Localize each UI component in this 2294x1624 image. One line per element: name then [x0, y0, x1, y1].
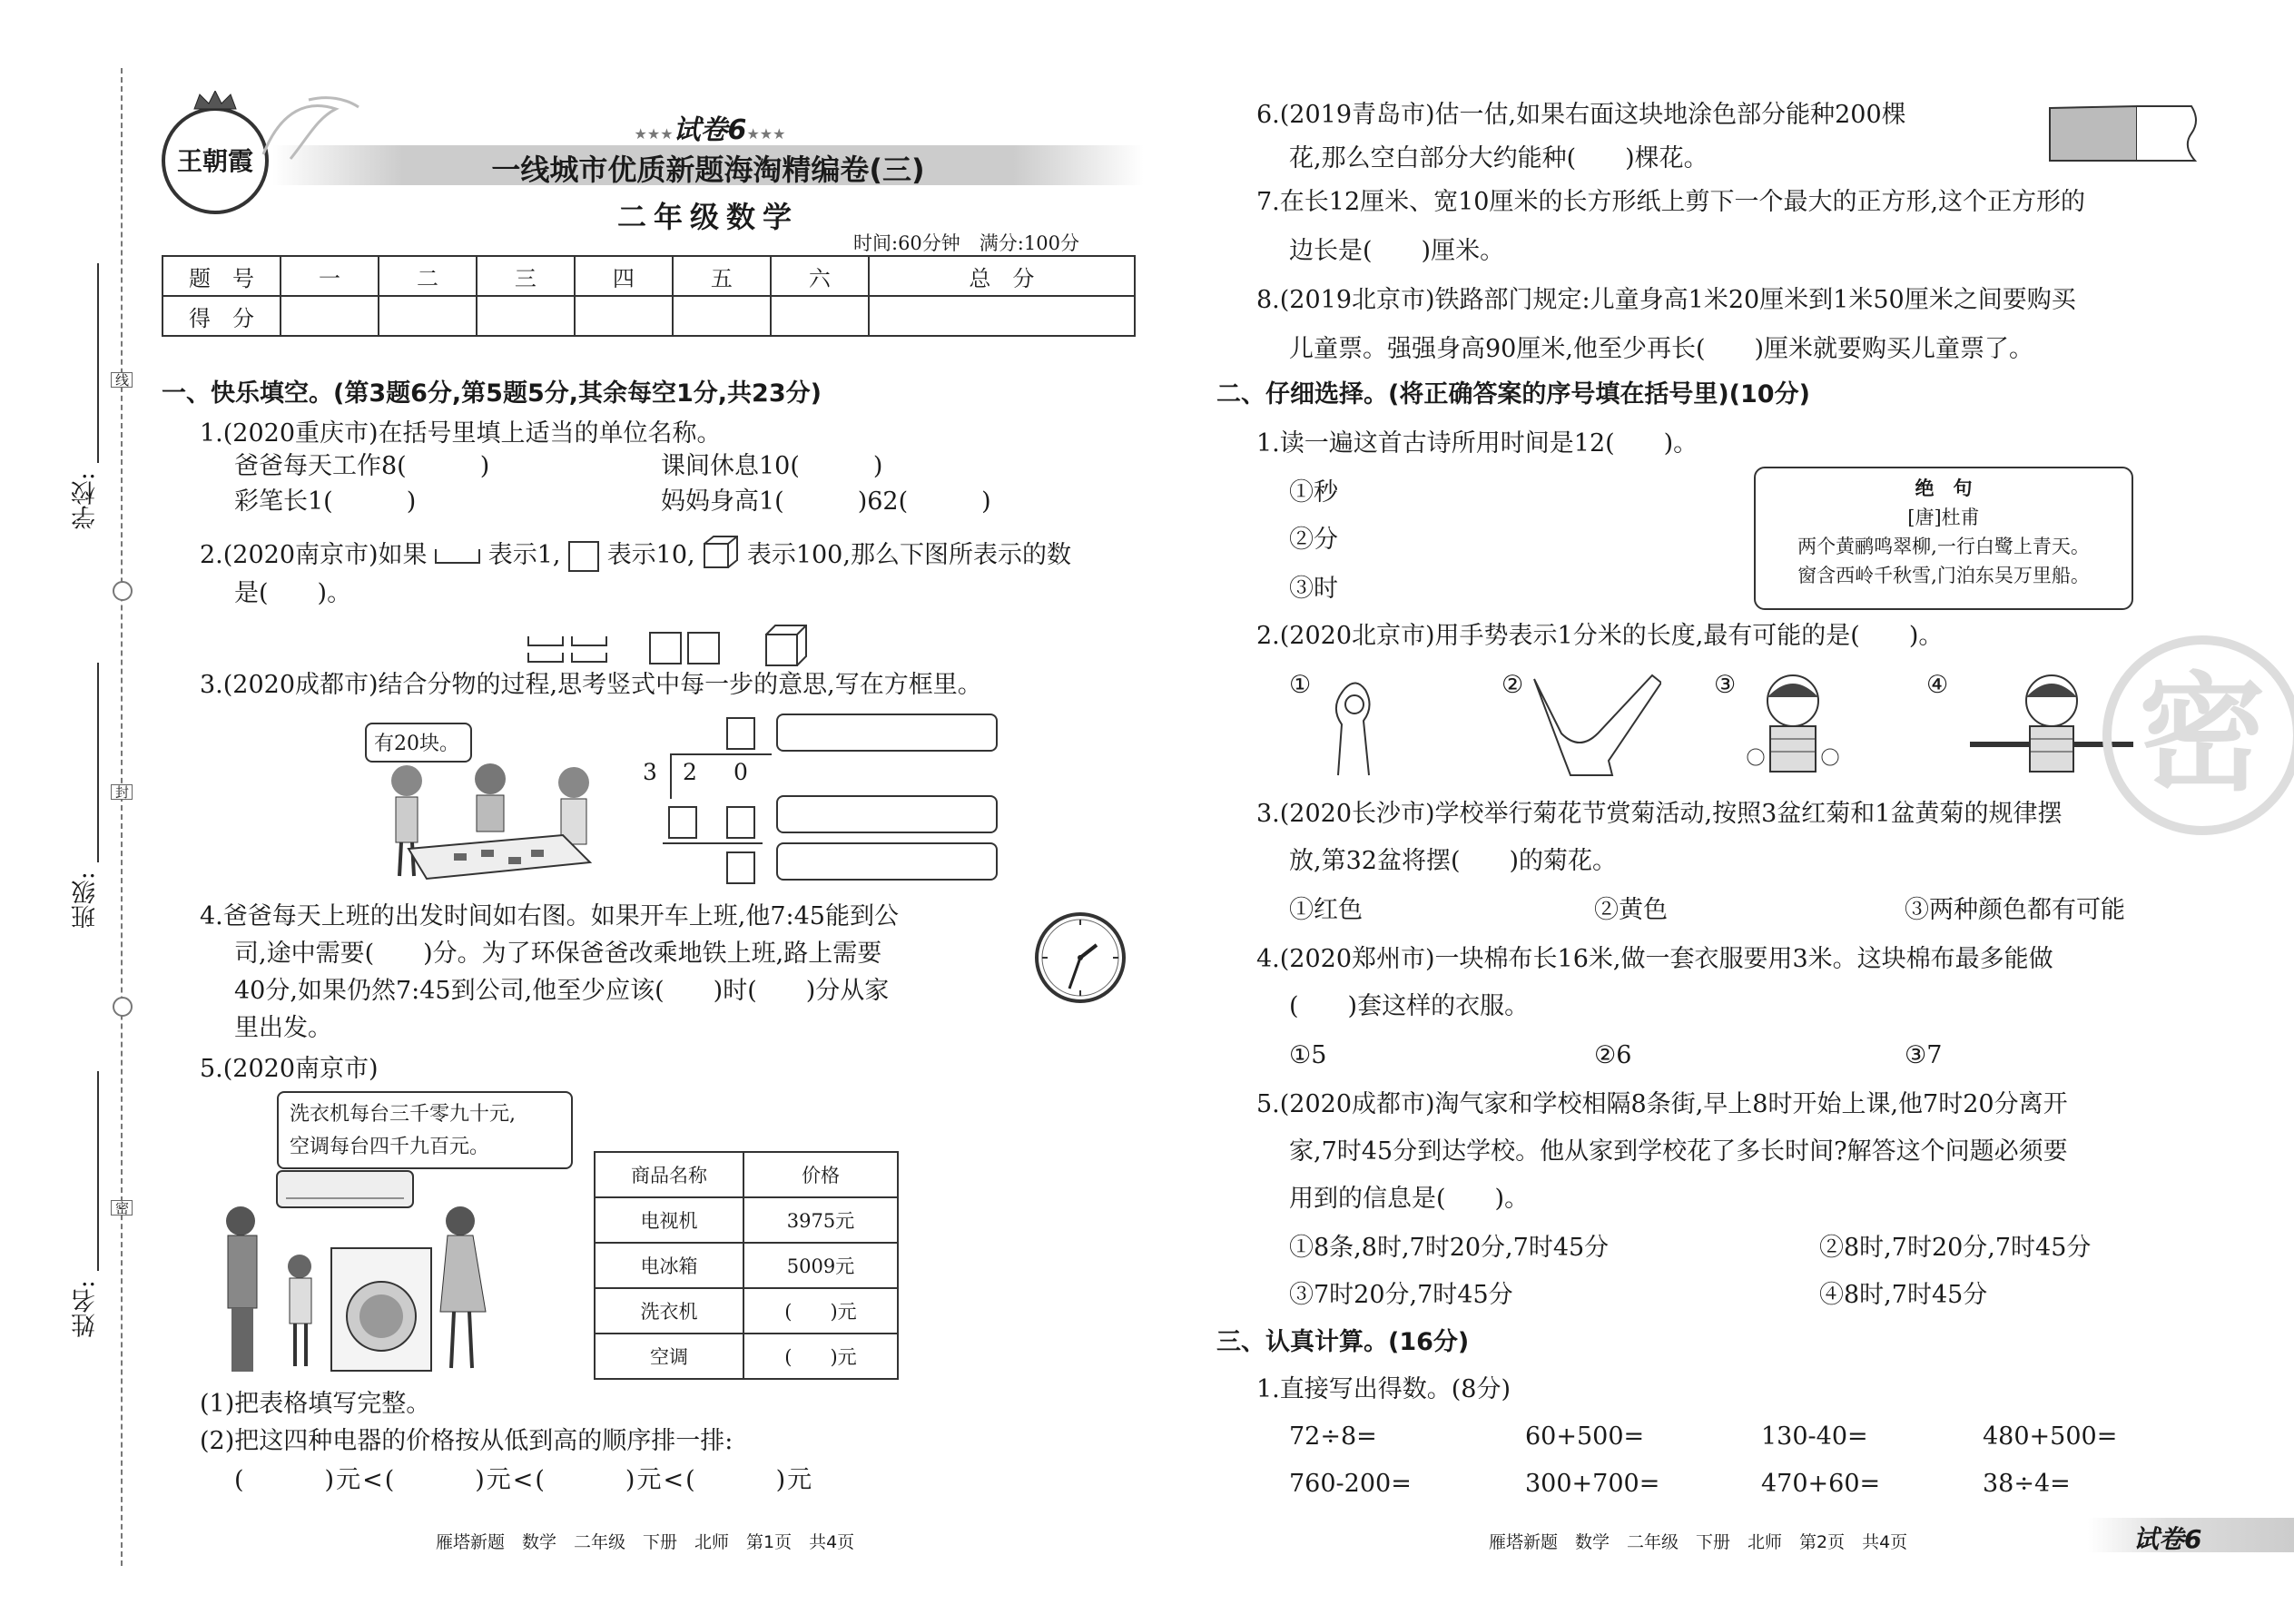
cube-hundred-icon [703, 535, 739, 577]
c4-option[interactable]: ②6 [1594, 1041, 1632, 1069]
q6-line2[interactable]: 花,那么空白部分大约能种( )棵花。 [1289, 144, 1708, 172]
c3-line1: 3.(2020长沙市)学校举行菊花节赏菊活动,按照3盆红菊和1盆黄菊的规律摆 [1256, 800, 2063, 828]
name-field[interactable] [68, 1071, 104, 1371]
q5-text: 5.(2020南京市) [200, 1055, 379, 1083]
q1-text: 1.(2020重庆市)在括号里填上适当的单位名称。 [200, 419, 722, 448]
q5-sub1: (1)把表格填写完整。 [200, 1390, 431, 1418]
logo-badge [162, 107, 269, 214]
score-cell[interactable] [477, 296, 575, 336]
explain-box-2[interactable] [776, 795, 998, 833]
answer-box[interactable] [668, 806, 697, 839]
spread-hand-illustration [1525, 670, 1661, 777]
star-icon: ★★★ [634, 125, 674, 143]
section-2-title: 二、仔细选择。(将正确答案的序号填在括号里)(10分) [1216, 380, 1810, 408]
answer-box[interactable] [726, 851, 755, 884]
c4-line1: 4.(2020郑州市)一块棉布长16米,做一套衣服要用3米。这块棉布最多能做 [1256, 945, 2053, 973]
score-header-cell: 一 [281, 256, 379, 296]
c3-option[interactable]: ①红色 [1289, 896, 1363, 924]
score-header-row [162, 256, 1135, 296]
calc-title: 1.直接写出得数。(8分) [1256, 1375, 1511, 1403]
q3-text: 3.(2020成都市)结合分物的过程,思考竖式中每一步的意思,写在方框里。 [200, 671, 982, 699]
binding-dot-1 [113, 581, 133, 601]
score-cell[interactable] [869, 296, 1135, 336]
calc-item[interactable]: 760-200= [1289, 1470, 1412, 1498]
c5-line1: 5.(2020成都市)淘气家和学校相隔8条街,早上8时开始上课,他7时20分离开 [1256, 1090, 2068, 1118]
score-header-cell: 三 [477, 256, 575, 296]
logo-text: 王朝霞 [176, 146, 253, 176]
q4-line4: 里出发。 [234, 1014, 332, 1042]
c4-option[interactable]: ①5 [1289, 1041, 1327, 1069]
right-footer: 雁塔新题 数学 二年级 下册 北师 第2页 共4页 [1489, 1532, 1908, 1552]
score-value-row [162, 296, 1135, 336]
c5-option[interactable]: ②8时,7时20分,7时45分 [1819, 1234, 2092, 1262]
paper-tag [610, 107, 810, 147]
q5-speech-bubble [277, 1091, 573, 1169]
division-line [663, 842, 763, 844]
price-header-cell: 价格 [743, 1152, 898, 1197]
poem-card [1754, 467, 2133, 610]
price-table [594, 1151, 899, 1380]
table-row [595, 1288, 898, 1334]
answer-box[interactable] [726, 806, 755, 839]
c2-text[interactable]: 2.(2020北京市)用手势表示1分米的长度,最有可能的是( )。 [1256, 622, 1944, 650]
calc-item[interactable]: 300+700= [1525, 1470, 1660, 1498]
table-row [595, 1197, 898, 1243]
score-table [162, 255, 1136, 337]
school-label: 学校: [72, 472, 100, 530]
c2-option[interactable]: ② [1501, 671, 1524, 699]
c3-option[interactable]: ③两种颜色都有可能 [1905, 896, 2125, 924]
score-cell[interactable] [673, 296, 771, 336]
item-name: 电视机 [595, 1197, 743, 1243]
calc-item[interactable]: 130-40= [1761, 1422, 1868, 1451]
c2-option[interactable]: ③ [1714, 671, 1737, 699]
item-name: 电冰箱 [595, 1243, 743, 1288]
q3-speech-bubble [365, 723, 472, 763]
c1-option[interactable]: ③时 [1289, 575, 1338, 603]
item-name: 洗衣机 [595, 1288, 743, 1334]
c5-line2: 家,7时45分到达学校。他从家到学校花了多长时间?解答这个问题必须要 [1289, 1137, 2068, 1166]
score-header-cell: 二 [379, 256, 477, 296]
q5-sub3[interactable]: ( )元<( )元<( )元<( )元 [234, 1466, 814, 1494]
bar-unit-icon [435, 549, 480, 564]
school-underline [97, 263, 99, 463]
boy-small-gesture-illustration [1743, 670, 1843, 777]
q3-speech-text: 有20块。 [374, 733, 459, 755]
item-price: 5009元 [743, 1243, 898, 1288]
item-price-blank[interactable]: ( )元 [743, 1334, 898, 1379]
binding-mark-feng: 封 [111, 784, 133, 800]
q2-text-a: 2.(2020南京市)如果 [200, 541, 428, 569]
q1-blank-b[interactable]: 课间休息10( ) [661, 452, 883, 480]
explain-box-3[interactable] [776, 842, 998, 881]
children-sharing-illustration [372, 763, 599, 881]
clock-icon [1033, 910, 1127, 1005]
score-row-label: 得 分 [162, 296, 281, 336]
score-cell[interactable] [771, 296, 869, 336]
score-cell[interactable] [379, 296, 477, 336]
calc-item[interactable]: 60+500= [1525, 1422, 1645, 1451]
pinch-gesture-illustration [1311, 670, 1411, 777]
item-price: 3975元 [743, 1197, 898, 1243]
score-cell[interactable] [575, 296, 673, 336]
q2-text-c: 表示10, [606, 541, 695, 569]
q4-line3[interactable]: 40分,如果仍然7:45到公司,他至少应该( )时( )分从家 [234, 977, 890, 1005]
left-footer: 雁塔新题 数学 二年级 下册 北师 第1页 共4页 [436, 1532, 855, 1552]
appliance-shopping-illustration [222, 1166, 495, 1380]
c1-option[interactable]: ①秒 [1289, 478, 1338, 507]
score-header-cell: 题 号 [162, 256, 281, 296]
answer-box[interactable] [726, 717, 755, 750]
score-header-cell: 六 [771, 256, 869, 296]
paper-tag-label: 试卷6 [673, 114, 747, 146]
corner-tag: 试卷6 [2133, 1524, 2202, 1554]
table-row [595, 1243, 898, 1288]
plot-shape [2046, 103, 2202, 164]
c5-option[interactable]: ①8条,8时,7时20分,7时45分 [1289, 1234, 1610, 1262]
poem-line: 两个黄鹂鸣翠柳,一行白鹭上青天。 [1797, 536, 2090, 557]
section-1-title: 一、快乐填空。(第3题6分,第5题5分,其余每空1分,共23分) [162, 379, 822, 408]
price-header-cell: 商品名称 [595, 1152, 743, 1197]
calc-item[interactable]: 38÷4= [1983, 1470, 2071, 1498]
star-icon: ★★★ [746, 125, 786, 143]
c1-option[interactable]: ②分 [1289, 526, 1338, 554]
q7-line2[interactable]: 边长是( )厘米。 [1289, 237, 1505, 265]
square-ten-icon [568, 541, 599, 572]
price-table-header [595, 1152, 898, 1197]
c5-option[interactable]: ④8时,7时45分 [1819, 1281, 1988, 1309]
q4-line2[interactable]: 司,途中需要( )分。为了环保爸爸改乘地铁上班,路上需要 [234, 940, 882, 968]
class-label: 班级: [72, 871, 100, 930]
name-label: 姓名: [72, 1280, 100, 1338]
q5-speech-line1: 洗衣机每台三千零九十元, [290, 1103, 516, 1126]
q8-line2[interactable]: 儿童票。强强身高90厘米,他至少再长( )厘米就要购买儿童票了。 [1289, 335, 2034, 363]
q1-blank-c[interactable]: 彩笔长1( ) [234, 487, 417, 516]
item-name: 空调 [595, 1334, 743, 1379]
exam-title: 一线城市优质新题海淘精编卷(三) [491, 153, 925, 187]
exam-subject: 二年级数学 [616, 200, 799, 234]
score-header-cell: 五 [673, 256, 771, 296]
school-field[interactable] [68, 263, 104, 563]
q7-line1: 7.在长12厘米、宽10厘米的长方形纸上剪下一个最大的正方形,这个正方形的 [1256, 188, 2086, 216]
dividend-ones: 0 [733, 759, 748, 785]
c1-text[interactable]: 1.读一遍这首古诗所用时间是12( )。 [1256, 429, 1698, 458]
score-header-cell: 四 [575, 256, 673, 296]
class-underline [97, 663, 99, 862]
q8-line1: 8.(2019北京市)铁路部门规定:儿童身高1米20厘米到1米50厘米之间要购买 [1256, 286, 2076, 314]
q5-sub2: (2)把这四种电器的价格按从低到高的顺序排一排: [200, 1427, 733, 1455]
binding-mark-xian: 线 [111, 372, 133, 388]
binding-mark-mi: 密 [111, 1200, 133, 1216]
q2-text-b: 表示1, [487, 541, 561, 569]
q2-figure [527, 622, 817, 667]
watermark-text: 密 [2138, 661, 2266, 809]
ribbon-decoration [254, 91, 363, 163]
calc-item[interactable]: 72÷8= [1289, 1422, 1377, 1451]
q2-text-d: 表示100,那么下图所表示的数 [746, 541, 1071, 569]
logo-crown-icon [192, 91, 238, 111]
q1-blank-a[interactable]: 爸爸每天工作8( ) [234, 452, 490, 480]
q2-line2[interactable]: 是( )。 [234, 579, 352, 607]
poem-line: 窗含西岭千秋雪,门泊东吴万里船。 [1797, 565, 2090, 586]
score-cell[interactable] [281, 296, 379, 336]
time-info: 时间:60分钟 满分:100分 [853, 232, 1079, 254]
c2-option[interactable]: ① [1289, 671, 1312, 699]
q2-line1 [200, 535, 1071, 577]
poem-title: 绝 句 [1915, 477, 1973, 499]
q1-blank-d[interactable]: 妈妈身高1( )62( ) [661, 487, 991, 516]
table-row [595, 1334, 898, 1379]
class-field[interactable] [68, 663, 104, 962]
c5-line3[interactable]: 用到的信息是( )。 [1289, 1185, 1530, 1213]
division-layout [635, 708, 999, 890]
c4-option[interactable]: ③7 [1905, 1041, 1943, 1069]
poem-author: [唐]杜甫 [1907, 507, 1980, 528]
calc-item[interactable]: 470+60= [1761, 1470, 1881, 1498]
c4-line2[interactable]: ( )套这样的衣服。 [1289, 992, 1530, 1020]
score-header-cell: 总 分 [869, 256, 1135, 296]
q4-line1: 4.爸爸每天上班的出发时间如右图。如果开车上班,他7:45能到公 [200, 902, 899, 930]
c3-option[interactable]: ②黄色 [1594, 896, 1668, 924]
section-3-title: 三、认真计算。(16分) [1216, 1328, 1470, 1356]
q6-line1: 6.(2019青岛市)估一估,如果右面这块地涂色部分能种200棵 [1256, 101, 1906, 129]
c3-line2[interactable]: 放,第32盆将摆( )的菊花。 [1289, 847, 1618, 875]
dividend-tens: 2 [683, 759, 697, 785]
name-underline [97, 1071, 99, 1271]
calc-item[interactable]: 480+500= [1983, 1422, 2118, 1451]
divisor: 3 [643, 759, 657, 785]
q5-speech-line2: 空调每台四千九百元。 [290, 1136, 490, 1158]
binding-dot-2 [113, 997, 133, 1017]
binding-line [121, 68, 123, 1566]
division-bracket-left [661, 753, 672, 799]
explain-box-1[interactable] [776, 714, 998, 752]
watermark-seal [2102, 635, 2294, 835]
item-price-blank[interactable]: ( )元 [743, 1288, 898, 1334]
c5-option[interactable]: ③7时20分,7时45分 [1289, 1281, 1513, 1309]
c2-option[interactable]: ④ [1926, 671, 1949, 699]
